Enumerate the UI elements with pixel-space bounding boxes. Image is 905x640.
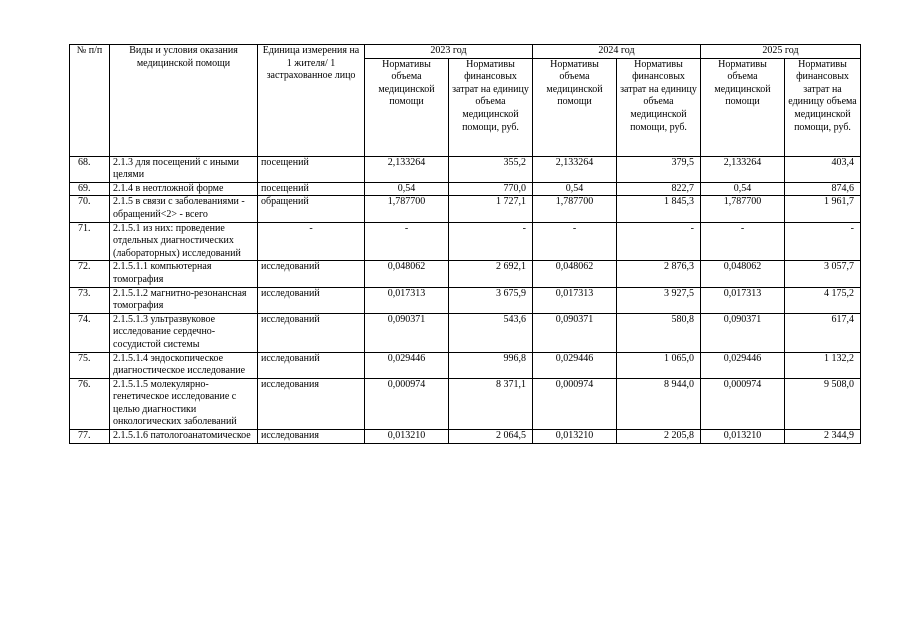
row-cost-2023: 355,2 [449,156,533,182]
row-kind: 2.1.5.1.1 компьютерная томография [110,261,258,287]
row-cost-2023: 2 692,1 [449,261,533,287]
row-cost-2023: 2 064,5 [449,430,533,444]
table-body [70,156,861,443]
row-cost-2024: 580,8 [617,313,701,352]
row-volume-2024: 0,000974 [533,378,617,429]
row-volume-2024: 0,029446 [533,352,617,378]
header-kind: Виды и условия оказания медицинской помощи [110,45,258,157]
row-cost-2025: 9 508,0 [785,378,861,429]
table-row [70,182,861,196]
row-cost-2024: 8 944,0 [617,378,701,429]
row-volume-2023: 0,013210 [365,430,449,444]
row-volume-2023: 0,54 [365,182,449,196]
row-number: 76. [70,378,110,429]
row-cost-2023: 543,6 [449,313,533,352]
row-number: 70. [70,196,110,222]
row-number: 69. [70,182,110,196]
row-cost-2025: 617,4 [785,313,861,352]
row-cost-2025: 874,6 [785,182,861,196]
row-cost-2023: 1 727,1 [449,196,533,222]
row-cost-2023: 3 675,9 [449,287,533,313]
row-kind: 2.1.5.1.5 молекулярно-генетическое исследование с целью диагностики онкологических заболеваний [110,378,258,429]
row-kind: 2.1.5.1.2 магнитно-резонансная томография [110,287,258,313]
row-number: 77. [70,430,110,444]
row-volume-2025: 0,017313 [701,287,785,313]
row-cost-2023: 8 371,1 [449,378,533,429]
row-volume-2024: 0,017313 [533,287,617,313]
row-volume-2023: 0,048062 [365,261,449,287]
row-cost-2025: 1 961,7 [785,196,861,222]
row-cost-2023: 770,0 [449,182,533,196]
row-kind: 2.1.5 в связи с заболеваниями - обращений<2> - всего [110,196,258,222]
row-volume-2023: - [365,222,449,261]
row-unit: исследований [258,287,365,313]
row-volume-2025: 0,048062 [701,261,785,287]
row-cost-2025: 3 057,7 [785,261,861,287]
norms-table [69,44,861,444]
row-unit: обращений [258,196,365,222]
row-volume-2024: 2,133264 [533,156,617,182]
row-volume-2025: 0,029446 [701,352,785,378]
row-unit: - [258,222,365,261]
row-cost-2024: 3 927,5 [617,287,701,313]
row-kind: 2.1.5.1 из них: проведение отдельных диагностических (лабораторных) исследований [110,222,258,261]
row-volume-2024: 0,048062 [533,261,617,287]
row-volume-2023: 2,133264 [365,156,449,182]
table-row [70,378,861,429]
header-cost-2025: Нормативы финансовых затрат на единицу объема медицинской помощи, руб. [785,58,861,156]
table-row [70,222,861,261]
row-volume-2025: - [701,222,785,261]
row-cost-2024: 822,7 [617,182,701,196]
row-number: 68. [70,156,110,182]
row-cost-2025: - [785,222,861,261]
table-row [70,196,861,222]
row-unit: посещений [258,182,365,196]
row-volume-2025: 0,013210 [701,430,785,444]
header-cost-2023: Нормативы финансовых затрат на единицу объема медицинской помощи, руб. [449,58,533,156]
row-cost-2023: - [449,222,533,261]
header-volume-2023: Нормативы объема медицинской помощи [365,58,449,156]
row-unit: исследования [258,378,365,429]
row-volume-2025: 0,54 [701,182,785,196]
row-cost-2024: 2 205,8 [617,430,701,444]
table-row [70,313,861,352]
row-number: 72. [70,261,110,287]
header-year-2023: 2023 год [365,45,533,59]
row-volume-2025: 0,000974 [701,378,785,429]
row-unit: исследований [258,313,365,352]
table-row [70,287,861,313]
row-volume-2024: 1,787700 [533,196,617,222]
row-kind: 2.1.5.1.6 патологоанатомическое [110,430,258,444]
table-row [70,430,861,444]
row-volume-2025: 1,787700 [701,196,785,222]
header-year-2025: 2025 год [701,45,861,59]
row-volume-2023: 0,000974 [365,378,449,429]
row-volume-2024: - [533,222,617,261]
table-row [70,261,861,287]
row-cost-2024: - [617,222,701,261]
row-cost-2025: 2 344,9 [785,430,861,444]
row-volume-2025: 0,090371 [701,313,785,352]
header-cost-2024: Нормативы финансовых затрат на единицу объема медицинской помощи, руб. [617,58,701,156]
table-row [70,156,861,182]
row-cost-2024: 2 876,3 [617,261,701,287]
header-row-years [70,45,861,59]
row-volume-2024: 0,013210 [533,430,617,444]
row-volume-2024: 0,090371 [533,313,617,352]
header-volume-2025: Нормативы объема медицинской помощи [701,58,785,156]
header-volume-2024: Нормативы объема медицинской помощи [533,58,617,156]
row-cost-2023: 996,8 [449,352,533,378]
row-number: 74. [70,313,110,352]
row-number: 73. [70,287,110,313]
row-unit: исследований [258,352,365,378]
row-cost-2025: 403,4 [785,156,861,182]
row-kind: 2.1.5.1.4 эндоскопическое диагностическое исследование [110,352,258,378]
row-cost-2024: 1 065,0 [617,352,701,378]
row-number: 71. [70,222,110,261]
row-cost-2025: 4 175,2 [785,287,861,313]
row-volume-2025: 2,133264 [701,156,785,182]
row-unit: исследования [258,430,365,444]
table-row [70,352,861,378]
header-year-2024: 2024 год [533,45,701,59]
header-number: № п/п [70,45,110,157]
row-kind: 2.1.4 в неотложной форме [110,182,258,196]
norms-table-page [69,44,860,444]
row-volume-2023: 0,029446 [365,352,449,378]
row-volume-2023: 1,787700 [365,196,449,222]
row-unit: исследований [258,261,365,287]
header-unit: Единица измерения на 1 жителя/ 1 застрахованное лицо [258,45,365,157]
row-volume-2023: 0,017313 [365,287,449,313]
row-volume-2024: 0,54 [533,182,617,196]
row-unit: посещений [258,156,365,182]
row-volume-2023: 0,090371 [365,313,449,352]
row-cost-2024: 379,5 [617,156,701,182]
row-kind: 2.1.5.1.3 ультразвуковое исследование сердечно-сосудистой системы [110,313,258,352]
row-cost-2024: 1 845,3 [617,196,701,222]
row-number: 75. [70,352,110,378]
row-kind: 2.1.3 для посещений с иными целями [110,156,258,182]
row-cost-2025: 1 132,2 [785,352,861,378]
